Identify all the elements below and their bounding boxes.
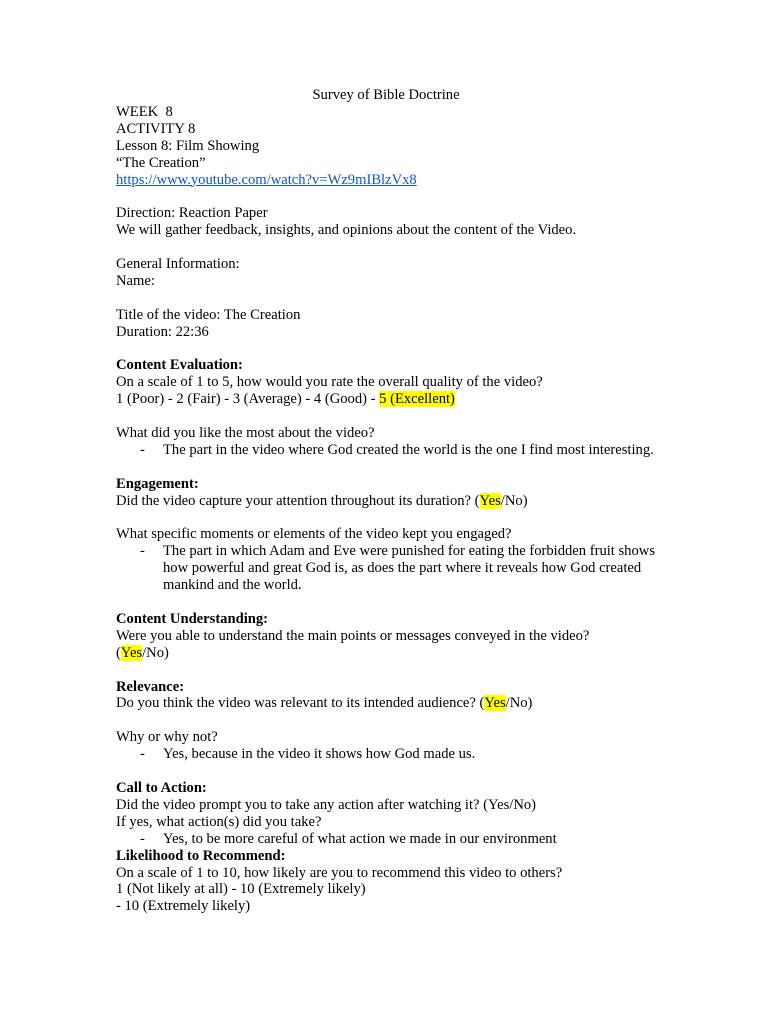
why-question: Why or why not? <box>116 729 218 746</box>
activity-label: ACTIVITY 8 <box>116 120 196 137</box>
direction-label: Direction: Reaction Paper <box>116 205 268 222</box>
list-item <box>116 831 656 848</box>
quality-question: On a scale of 1 to 5, how would you rate the overall quality of the video? <box>116 374 543 391</box>
film-title: “The Creation” <box>116 154 206 171</box>
action-followup: If yes, what action(s) did you take? <box>116 813 322 830</box>
why-answer: Yes, because in the video it shows how God made us. <box>163 746 476 763</box>
relevance-question-rest: /No) <box>505 695 533 712</box>
list-item <box>116 746 656 763</box>
engagement-question-rest: /No) <box>500 492 528 509</box>
engagement-heading: Engagement: <box>116 475 199 492</box>
action-question: Did the video prompt you to take any action after watching it? (Yes/No) <box>116 796 537 813</box>
understanding-answer-highlight: Yes <box>120 644 143 661</box>
relevance-question-text: Do you think the video was relevant to its intended audience? ( <box>116 695 485 712</box>
name-field-label: Name: <box>116 272 155 289</box>
general-info-label: General Information: <box>116 256 240 273</box>
lesson-label: Lesson 8: Film Showing <box>116 137 260 154</box>
like-answer: The part in the video where God created the world is the one I find most interesting. <box>163 441 654 458</box>
video-link[interactable]: https://www.youtube.com/watch?v=Wz9mIBlzVx8 <box>116 171 417 188</box>
video-title: Title of the video: The Creation <box>116 306 301 323</box>
relevance-question <box>116 695 656 712</box>
quality-answer-highlight: 5 (Excellent) <box>379 391 455 408</box>
understanding-question: Were you able to understand the main points or messages conveyed in the video? <box>116 627 590 644</box>
spacer <box>116 239 656 256</box>
spacer <box>116 510 656 527</box>
document-title: Survey of Bible Doctrine <box>312 87 460 103</box>
spacer <box>116 341 656 358</box>
engagement-question-text: Did the video capture your attention throughout its duration? ( <box>116 492 480 509</box>
list-item <box>116 442 656 459</box>
week-label: WEEK 8 <box>116 103 173 120</box>
action-answer: Yes, to be more careful of what action we made in our environment <box>163 830 557 847</box>
relevance-answer-highlight: Yes <box>484 695 506 712</box>
like-question: What did you like the most about the video? <box>116 425 375 442</box>
recommend-scale-extra: - 10 (Extremely likely) <box>116 898 251 915</box>
quality-scale <box>116 391 656 408</box>
list-item <box>116 543 656 594</box>
call-to-action-heading: Call to Action: <box>116 779 207 796</box>
spacer <box>116 594 656 611</box>
spacer <box>116 459 656 476</box>
document-body <box>116 87 656 915</box>
understanding-answer-line <box>116 645 656 662</box>
bullet-dash: - <box>140 830 145 847</box>
bullet-dash: - <box>140 543 145 560</box>
spacer <box>116 188 656 205</box>
spacer <box>116 408 656 425</box>
direction-text: We will gather feedback, insights, and opinions about the content of the Video. <box>116 222 577 239</box>
quality-scale-text: 1 (Poor) - 2 (Fair) - 3 (Average) - 4 (Good) - <box>116 391 380 408</box>
recommend-scale: 1 (Not likely at all) - 10 (Extremely likely) <box>116 881 366 898</box>
understanding-open: ( <box>116 644 121 661</box>
likelihood-heading: Likelihood to Recommend: <box>116 847 286 864</box>
bullet-dash: - <box>140 441 145 458</box>
content-understanding-heading: Content Understanding: <box>116 610 269 627</box>
video-duration: Duration: 22:36 <box>116 323 209 340</box>
content-evaluation-heading: Content Evaluation: <box>116 357 243 374</box>
understanding-rest: /No) <box>142 644 169 661</box>
spacer <box>116 712 656 729</box>
spacer <box>116 662 656 679</box>
moments-answer: The part in which Adam and Eve were punished for eating the forbidden fruit shows how powerful and great God is, as does the part where it reveals how God created mankind and the world. <box>163 543 655 594</box>
spacer <box>116 763 656 780</box>
recommend-question: On a scale of 1 to 10, how likely are you to recommend this video to others? <box>116 864 563 881</box>
relevance-heading: Relevance: <box>116 678 185 695</box>
moments-question: What specific moments or elements of the video kept you engaged? <box>116 526 512 543</box>
spacer <box>116 290 656 307</box>
engagement-answer-highlight: Yes <box>479 492 501 509</box>
bullet-dash: - <box>140 746 145 763</box>
engagement-question <box>116 493 656 510</box>
